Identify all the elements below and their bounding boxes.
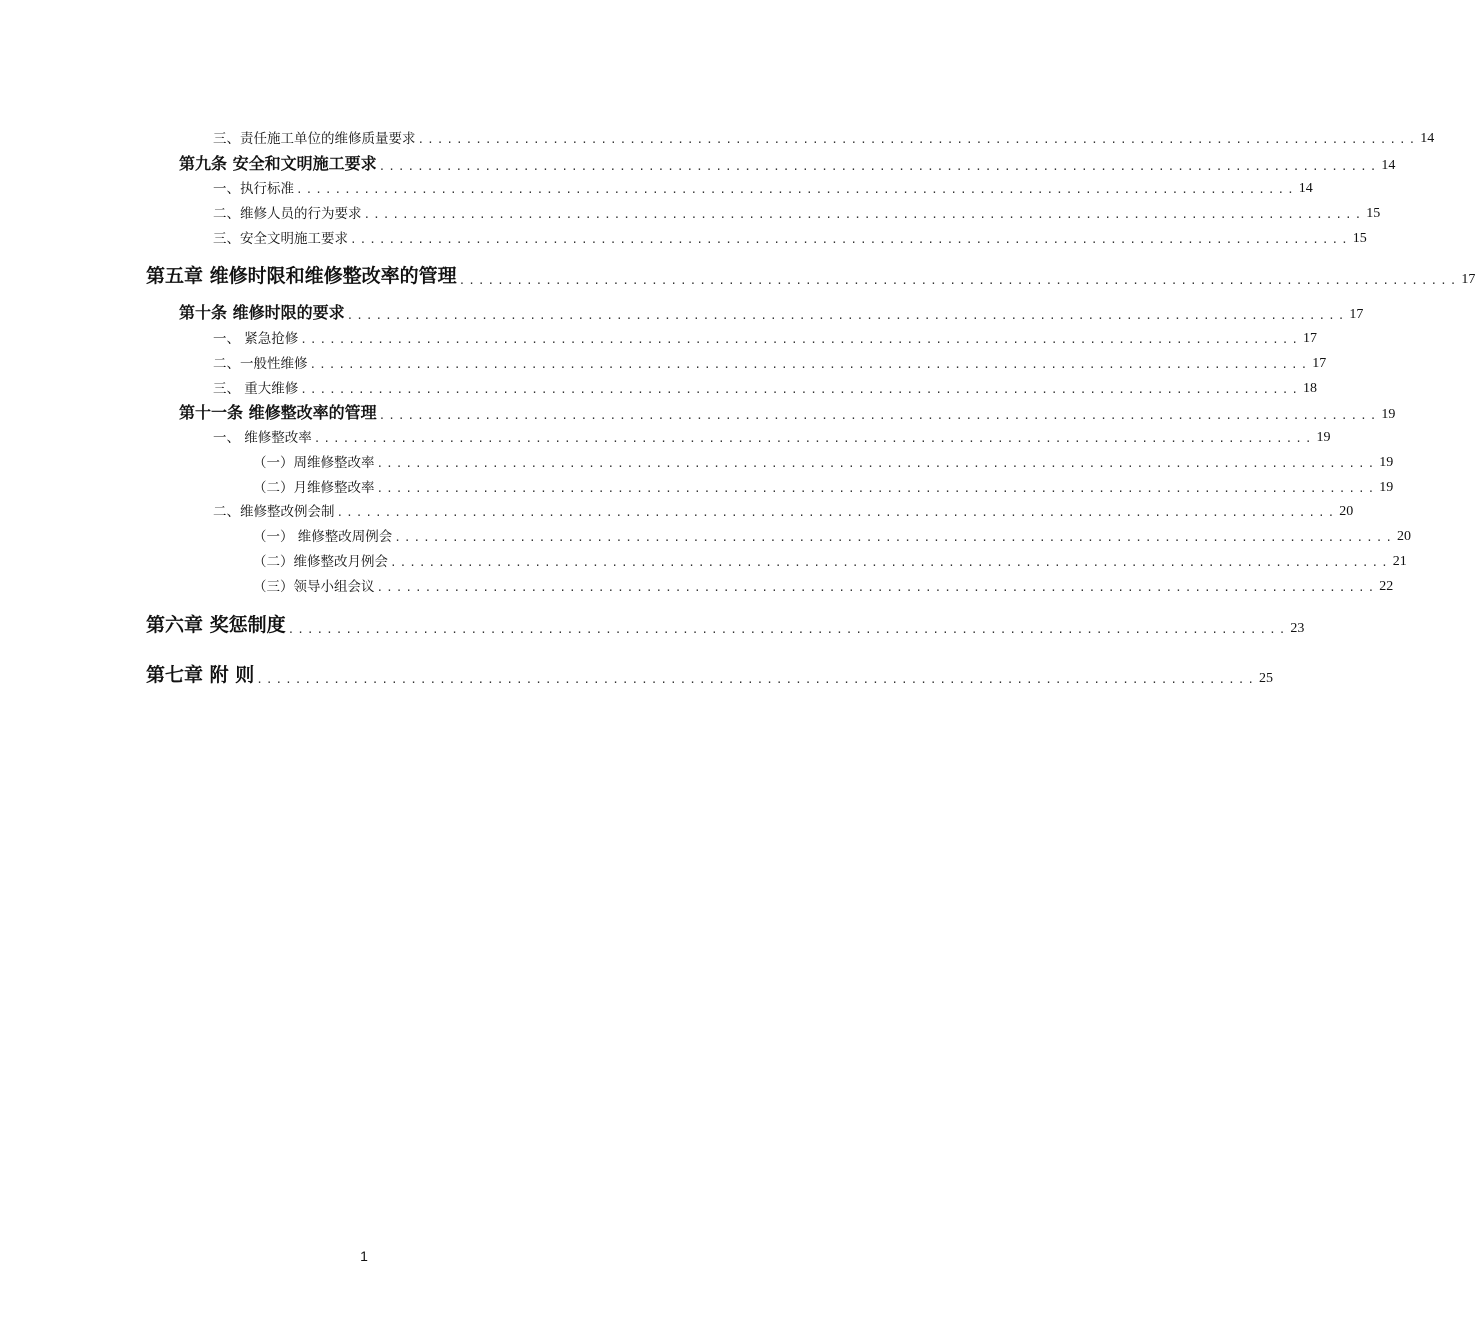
dot-leader: ........................................................................................................ (458, 274, 1460, 287)
dot-leader: ........................................................................................................ (390, 556, 1391, 569)
toc-entry-page: 19 (1316, 430, 1331, 445)
toc-entry-page: 14 (1420, 131, 1435, 146)
dot-leader: ........................................................................................................ (256, 673, 1257, 686)
toc-entry[interactable] (213, 377, 1318, 397)
toc-entry-label: 第七章 附 则 (146, 664, 255, 686)
toc-entry-label: 第十条 维修时限的要求 (179, 303, 345, 322)
toc-entry[interactable] (179, 152, 1396, 174)
toc-entry-label: （一） 维修整改周例会 (253, 529, 393, 545)
toc-entry-page: 23 (1290, 621, 1305, 636)
toc-entry-label: （一）周维修整改率 (253, 455, 375, 471)
toc-entry-page: 21 (1392, 554, 1407, 569)
dot-leader: ........................................................................................................ (346, 309, 1348, 322)
toc-entry-page: 14 (1381, 158, 1396, 173)
dot-leader: ........................................................................................................ (376, 581, 1378, 594)
toc-entry-page: 19 (1381, 407, 1396, 422)
toc-entry[interactable] (179, 301, 1364, 323)
toc-entry-page: 15 (1366, 206, 1381, 221)
toc-entry-page: 20 (1339, 504, 1354, 519)
toc-entry-label: 一、 维修整改率 (213, 430, 312, 446)
toc-entry-label: 二、一般性维修 (213, 356, 308, 372)
toc-entry[interactable] (146, 661, 1273, 687)
toc-entry-page: 17 (1312, 356, 1327, 371)
toc-entry[interactable] (213, 426, 1331, 446)
toc-entry-label: 第九条 安全和文明施工要求 (179, 154, 377, 173)
dot-leader: ........................................................................................................ (394, 531, 1396, 544)
dot-leader: ........................................................................................................ (378, 160, 1380, 173)
toc-entry[interactable] (213, 227, 1367, 247)
dot-leader: ........................................................................................................ (376, 482, 1378, 495)
toc-entry-label: 一、 紧急抢修 (213, 331, 299, 347)
dot-leader: ........................................................................................................ (287, 623, 1289, 636)
dot-leader: ........................................................................................................ (309, 358, 1311, 371)
toc-entry-label: 二、维修人员的行为要求 (213, 206, 362, 222)
dot-leader: ........................................................................................................ (300, 333, 1302, 346)
dot-leader: ........................................................................................................ (378, 409, 1380, 422)
toc-entry-label: 三、责任施工单位的维修质量要求 (213, 131, 416, 147)
dot-leader: ........................................................................................................ (313, 432, 1315, 445)
dot-leader: ........................................................................................................ (417, 133, 1419, 146)
toc-entry-label: （二）维修整改月例会 (253, 554, 388, 570)
toc-entry-label: 第六章 奖惩制度 (146, 614, 286, 636)
toc-entry[interactable] (179, 401, 1396, 423)
toc-entry-page: 14 (1298, 181, 1313, 196)
toc-entry-page: 17 (1303, 331, 1318, 346)
toc-entry[interactable] (213, 500, 1354, 520)
toc-entry-label: 第五章 维修时限和维修整改率的管理 (146, 265, 457, 287)
toc-entry-label: 三、 重大维修 (213, 381, 299, 397)
page-number: 1 (360, 1248, 368, 1264)
dot-leader: ........................................................................................................ (336, 506, 1338, 519)
toc-entry-label: 第十一条 维修整改率的管理 (179, 403, 377, 422)
toc-entry[interactable] (253, 451, 1394, 471)
toc-entry[interactable] (253, 550, 1407, 570)
dot-leader: ........................................................................................................ (300, 383, 1302, 396)
toc-entry[interactable] (253, 525, 1412, 545)
dot-leader: ........................................................................................................ (296, 183, 1297, 196)
toc-entry[interactable] (146, 611, 1305, 637)
toc-entry[interactable] (213, 202, 1381, 222)
toc-entry-page: 25 (1258, 671, 1273, 686)
dot-leader: ........................................................................................................ (363, 208, 1365, 221)
dot-leader: ........................................................................................................ (350, 233, 1351, 246)
toc-entry-label: 二、维修整改例会制 (213, 504, 335, 520)
toc-entry-page: 18 (1303, 381, 1318, 396)
toc-entry[interactable] (253, 575, 1394, 595)
toc-entry-page: 22 (1379, 579, 1394, 594)
toc-entry[interactable] (213, 177, 1313, 197)
toc-entry-page: 15 (1352, 231, 1367, 246)
toc-entry-page: 19 (1379, 455, 1394, 470)
toc-entry-label: 一、执行标准 (213, 181, 294, 197)
toc-entry-page: 19 (1379, 480, 1394, 495)
toc-entry[interactable] (213, 352, 1327, 372)
toc-entry-page: 17 (1349, 307, 1364, 322)
toc-entry[interactable] (146, 262, 1475, 288)
toc-entry[interactable] (213, 327, 1318, 347)
toc-entry[interactable] (253, 476, 1394, 496)
toc-entry-label: （三）领导小组会议 (253, 579, 375, 595)
toc-entry[interactable] (213, 127, 1435, 147)
toc-entry-label: （二）月维修整改率 (253, 480, 375, 496)
toc-entry-label: 三、安全文明施工要求 (213, 231, 348, 247)
toc-entry-page: 17 (1461, 272, 1475, 287)
dot-leader: ........................................................................................................ (376, 457, 1378, 470)
toc-entry-page: 20 (1397, 529, 1412, 544)
